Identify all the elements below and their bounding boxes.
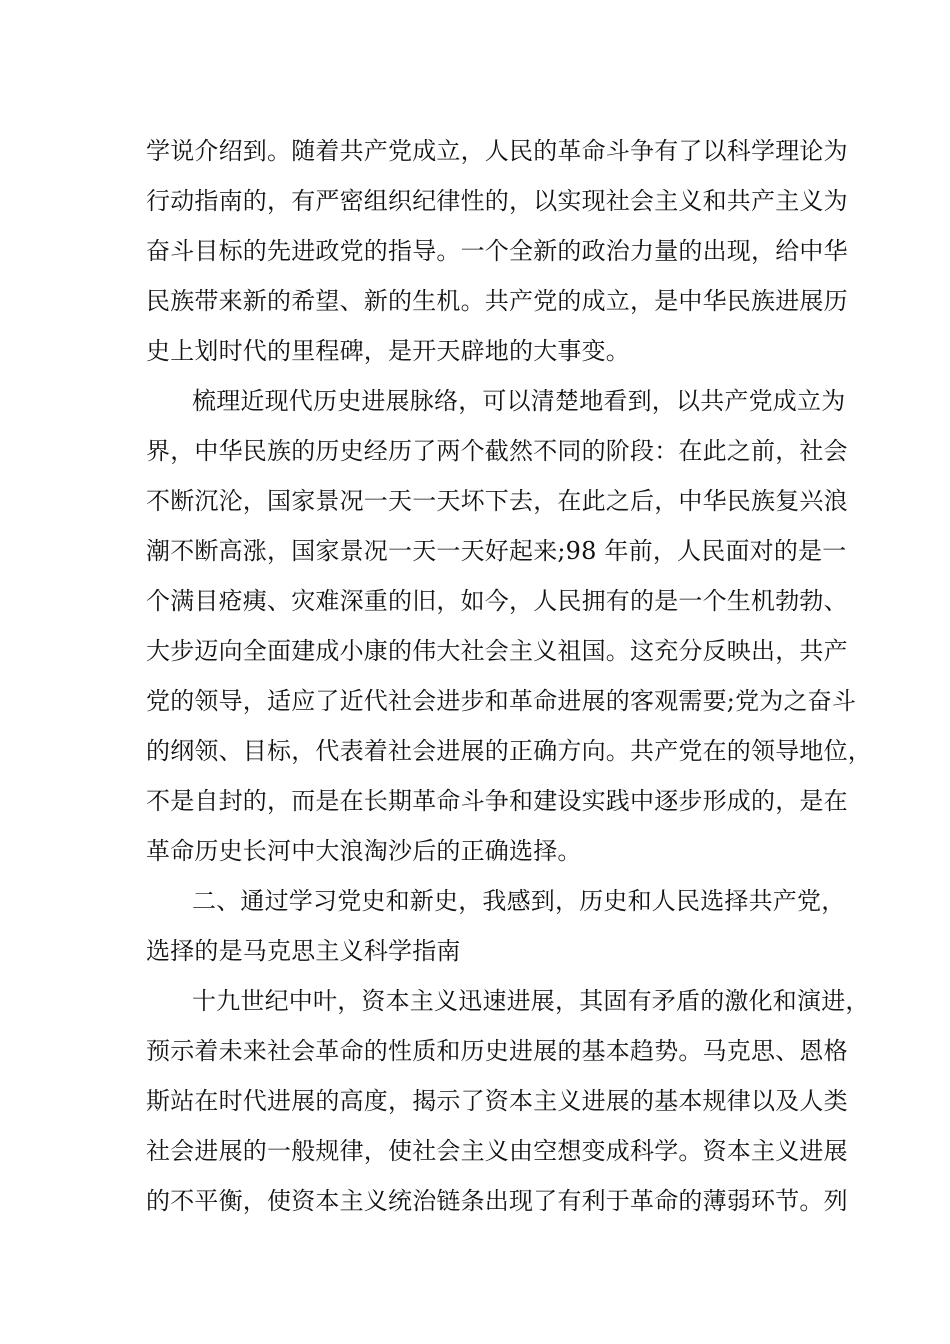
text-line: 个满目疮痍、灾难深重的旧，如今，人民拥有的是一个生机勃勃、: [146, 587, 848, 615]
section-heading-line: 选择的是马克思主义科学指南: [146, 937, 461, 965]
text-line: 革命历史长河中大浪淘沙后的正确选择。: [146, 837, 582, 865]
text-line: 奋斗目标的先进政党的指导。一个全新的政治力量的出现，给中华: [146, 237, 848, 265]
text-line: 界，中华民族的历史经历了两个截然不同的阶段：在此之前，社会: [146, 437, 848, 465]
text-line: 史上划时代的里程碑，是开天辟地的大事变。: [146, 337, 630, 365]
text-line: 斯站在时代进展的高度，揭示了资本主义进展的基本规律以及人类: [146, 1087, 848, 1115]
text-line: 的不平衡，使资本主义统治链条出现了有利于革命的薄弱环节。列: [146, 1187, 848, 1215]
text-line: 党的领导，适应了近代社会进步和革命进展的客观需要;党为之奋斗: [146, 687, 857, 715]
paragraph-first-line: 十九世纪中叶，资本主义迅速进展，其固有矛盾的激化和演进，: [192, 987, 870, 1015]
text-line: 社会进展的一般规律，使社会主义由空想变成科学。资本主义进展: [146, 1137, 848, 1165]
text-line: 学说介绍到。随着共产党成立，人民的革命斗争有了以科学理论为: [146, 137, 848, 165]
text-line: 行动指南的，有严密组织纪律性的，以实现社会主义和共产主义为: [146, 187, 848, 215]
text-line: 大步迈向全面建成小康的伟大社会主义祖国。这充分反映出，共产: [146, 637, 848, 665]
text-line: 不是自封的，而是在长期革命斗争和建设实践中逐步形成的，是在: [146, 787, 848, 815]
text-line: 潮不断高涨，国家景况一天一天好起来;98 年前，人民面对的是一: [146, 537, 847, 565]
paragraph-first-line: 梳理近现代历史进展脉络，可以清楚地看到，以共产党成立为: [192, 387, 846, 415]
text-line: 民族带来新的希望、新的生机。共产党的成立，是中华民族进展历: [146, 287, 848, 315]
text-line: 的纲领、目标，代表着社会进展的正确方向。共产党在的领导地位，: [146, 737, 872, 765]
text-line: 预示着未来社会革命的性质和历史进展的基本趋势。马克思、恩格: [146, 1037, 848, 1065]
text-line: 不断沉沦，国家景况一天一天坏下去，在此之后，中华民族复兴浪: [146, 487, 848, 515]
section-heading-line: 二、通过学习党史和新史，我感到，历史和人民选择共产党，: [192, 887, 846, 915]
